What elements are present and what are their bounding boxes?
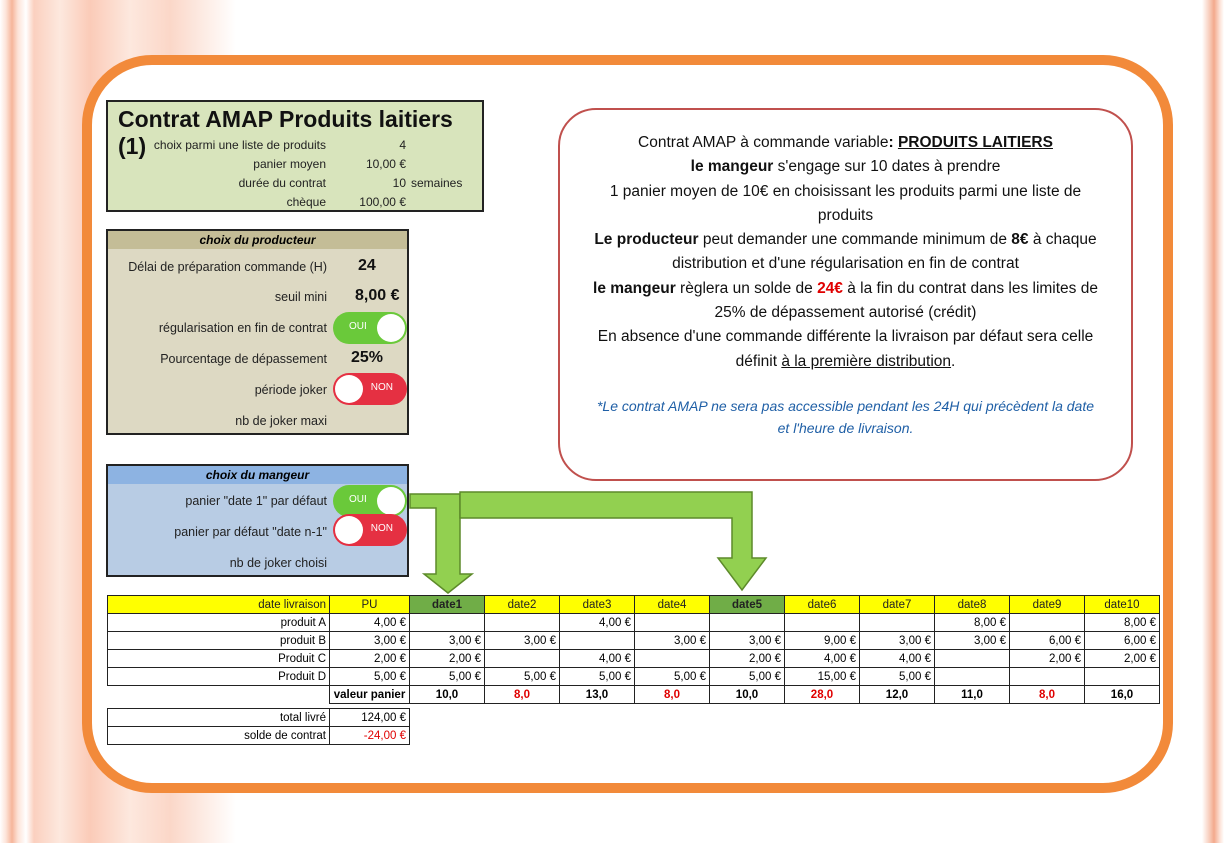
order-cell[interactable] [1010, 614, 1085, 632]
info-text: Contrat AMAP à commande variable [638, 134, 889, 151]
table-row [108, 650, 1160, 668]
basket-total: 10,0 [710, 686, 785, 704]
threshold-value[interactable]: 8,00 € [355, 287, 400, 304]
info-line-4 [560, 228, 1131, 277]
table-header-row [108, 596, 1160, 614]
header-date5: date5 [710, 596, 785, 614]
average-basket-value: 10,00 € [365, 157, 406, 171]
order-cell[interactable]: 3,00 € [635, 632, 710, 650]
order-cell[interactable]: 4,00 € [560, 650, 635, 668]
order-cell[interactable]: 5,00 € [635, 668, 710, 686]
order-cell[interactable]: 2,00 € [1010, 650, 1085, 668]
info-text: : [888, 134, 898, 151]
percent-value[interactable]: 25% [351, 349, 384, 366]
product-price[interactable]: 2,00 € [330, 650, 410, 668]
order-cell[interactable]: 2,00 € [710, 650, 785, 668]
table-row [108, 668, 1160, 686]
order-cell[interactable] [935, 650, 1010, 668]
threshold-label: seuil mini [274, 290, 327, 304]
prev-basket-toggle[interactable] [333, 514, 407, 546]
products-choice-label: choix parmi une liste de produits [153, 138, 326, 152]
contract-title-box [106, 100, 484, 212]
basket-total: 12,0 [860, 686, 935, 704]
order-cell[interactable]: 2,00 € [410, 650, 485, 668]
header-pu: PU [330, 596, 410, 614]
product-price[interactable]: 4,00 € [330, 614, 410, 632]
balance-value: -24,00 € [330, 727, 410, 745]
order-cell[interactable]: 3,00 € [860, 632, 935, 650]
info-highlight: Le producteur [594, 231, 699, 249]
product-price[interactable]: 3,00 € [330, 632, 410, 650]
products-choice-value: 4 [399, 138, 406, 152]
info-text: En absence d'une commande différente la livraison par défaut sera celle définit [597, 328, 1094, 370]
order-cell[interactable]: 3,00 € [935, 632, 1010, 650]
order-cell[interactable]: 6,00 € [1010, 632, 1085, 650]
order-cell[interactable]: 3,00 € [485, 632, 560, 650]
arrow-date5 [458, 490, 778, 595]
info-line-2 [560, 155, 1131, 179]
order-cell[interactable] [635, 614, 710, 632]
eater-panel-header: choix du mangeur [108, 466, 407, 484]
cheque-label: chèque [286, 195, 326, 209]
header-date3: date3 [560, 596, 635, 614]
delivered-row [108, 709, 410, 727]
order-cell[interactable]: 4,00 € [560, 614, 635, 632]
product-price[interactable]: 5,00 € [330, 668, 410, 686]
basket-total: 16,0 [1085, 686, 1160, 704]
info-line-3: 1 panier moyen de 10€ en choisissant les produits parmi une liste de produits [609, 182, 1082, 224]
prev-basket-toggle-text: NON [370, 523, 393, 534]
delivered-value: 124,00 € [330, 709, 410, 727]
product-name: produit B [108, 632, 330, 650]
percent-label: Pourcentage de dépassement [160, 352, 327, 366]
header-date10: date10 [1085, 596, 1160, 614]
header-date6: date6 [785, 596, 860, 614]
header-date8: date8 [935, 596, 1010, 614]
order-cell[interactable]: 9,00 € [785, 632, 860, 650]
producer-panel-header: choix du producteur [108, 231, 407, 249]
contract-duration-value: 10 [392, 176, 406, 190]
order-cell[interactable] [410, 614, 485, 632]
basket-total: 10,0 [410, 686, 485, 704]
product-name: produit A [108, 614, 330, 632]
basket-total: 8,0 [485, 686, 560, 704]
product-name: Produit D [108, 668, 330, 686]
order-cell[interactable]: 4,00 € [785, 650, 860, 668]
default-basket-label: panier "date 1" par défaut [185, 494, 327, 508]
contract-title: Contrat AMAP Produits laitiers (1) [118, 106, 453, 159]
delay-label: Délai de préparation commande (H) [128, 260, 327, 274]
delay-value[interactable]: 24 [358, 257, 376, 274]
contract-duration-unit: semaines [411, 176, 463, 190]
basket-total: 8,0 [635, 686, 710, 704]
basket-total: 13,0 [560, 686, 635, 704]
background-right-strip [1202, 0, 1224, 843]
info-highlight: le mangeur [690, 158, 774, 176]
contract-info-box [558, 108, 1133, 481]
info-line-6 [560, 277, 1131, 326]
info-text: . [951, 352, 956, 370]
table-row [108, 614, 1160, 632]
order-cell[interactable]: 15,00 € [785, 668, 860, 686]
producer-panel [106, 229, 409, 435]
toggle-knob [335, 516, 363, 544]
regularisation-label: régularisation en fin de contrat [158, 321, 327, 335]
total-spacer [108, 686, 330, 704]
order-cell[interactable]: 3,00 € [710, 632, 785, 650]
info-text: à chaque distribution et d'une régularisation en fin de contrat [672, 231, 1097, 273]
product-name: Produit C [108, 650, 330, 668]
contract-duration-label: durée du contrat [238, 176, 326, 190]
order-cell[interactable] [1085, 668, 1160, 686]
order-cell[interactable] [935, 668, 1010, 686]
regularisation-toggle-text: OUI [349, 321, 367, 332]
order-cell[interactable]: 8,00 € [935, 614, 1010, 632]
chosen-joker-label: nb de joker choisi [229, 556, 327, 570]
order-cell[interactable]: 4,00 € [860, 650, 935, 668]
prev-basket-label: panier par défaut "date n-1" [174, 525, 327, 539]
basket-total: 8,0 [1010, 686, 1085, 704]
basket-total: 28,0 [785, 686, 860, 704]
header-date1: date1 [410, 596, 485, 614]
order-cell[interactable] [485, 650, 560, 668]
order-cell[interactable]: 5,00 € [860, 668, 935, 686]
order-cell[interactable]: 2,00 € [1085, 650, 1160, 668]
summary-table [107, 708, 410, 745]
total-label: valeur panier [330, 686, 410, 704]
order-cell[interactable] [1010, 668, 1085, 686]
info-text: s'engage sur 10 dates à prendre [773, 158, 1001, 176]
toggle-knob [377, 487, 405, 515]
order-cell[interactable] [560, 632, 635, 650]
info-text: règlera un solde de [675, 279, 818, 297]
order-cell[interactable] [710, 614, 785, 632]
order-cell[interactable]: 5,00 € [485, 668, 560, 686]
info-line-1 [560, 131, 1131, 155]
info-line-7 [560, 325, 1131, 374]
average-basket-label: panier moyen [253, 157, 326, 171]
default-basket-toggle-text: OUI [349, 494, 367, 505]
balance-row [108, 727, 410, 745]
order-cell[interactable] [785, 614, 860, 632]
order-cell[interactable] [860, 614, 935, 632]
toggle-knob [377, 314, 405, 342]
order-cell[interactable]: 5,00 € [560, 668, 635, 686]
info-text: à la fin du contrat dans les limites de 25% de dépassement autorisé (crédit) [714, 279, 1098, 322]
joker-toggle[interactable] [333, 373, 407, 405]
delivery-table [107, 595, 1160, 704]
info-underline: à la première distribution [781, 352, 952, 370]
joker-label: période joker [254, 383, 327, 397]
default-basket-toggle[interactable] [333, 485, 407, 517]
info-text: peut demander une commande minimum de [698, 231, 1012, 249]
order-cell[interactable]: 5,00 € [410, 668, 485, 686]
total-row [108, 686, 1160, 704]
regularisation-toggle[interactable] [333, 312, 407, 344]
info-highlight-red: 24€ [817, 279, 843, 297]
order-cell[interactable]: 5,00 € [710, 668, 785, 686]
order-cell[interactable]: 6,00 € [1085, 632, 1160, 650]
header-date9: date9 [1010, 596, 1085, 614]
eater-panel [106, 464, 409, 577]
order-cell[interactable]: 3,00 € [410, 632, 485, 650]
header-date2: date2 [485, 596, 560, 614]
cheque-value: 100,00 € [359, 195, 406, 209]
basket-total: 11,0 [935, 686, 1010, 704]
info-highlight: PRODUITS LAITIERS [897, 134, 1053, 151]
header-date7: date7 [860, 596, 935, 614]
delivered-label: total livré [108, 709, 330, 727]
joker-toggle-text: NON [370, 382, 393, 393]
info-highlight: 8€ [1011, 231, 1029, 249]
table-row [108, 632, 1160, 650]
toggle-knob [335, 375, 363, 403]
order-cell[interactable]: 8,00 € [1085, 614, 1160, 632]
header-date4: date4 [635, 596, 710, 614]
balance-label: solde de contrat [108, 727, 330, 745]
info-note: *Le contrat AMAP ne sera pas accessible pendant les 24H qui précèdent la date et l'heure de livraison. [596, 397, 1095, 436]
max-joker-label: nb de joker maxi [235, 414, 327, 428]
info-highlight: le mangeur [593, 279, 676, 297]
order-cell[interactable] [635, 650, 710, 668]
header-date-label: date livraison [108, 596, 330, 614]
order-cell[interactable] [485, 614, 560, 632]
